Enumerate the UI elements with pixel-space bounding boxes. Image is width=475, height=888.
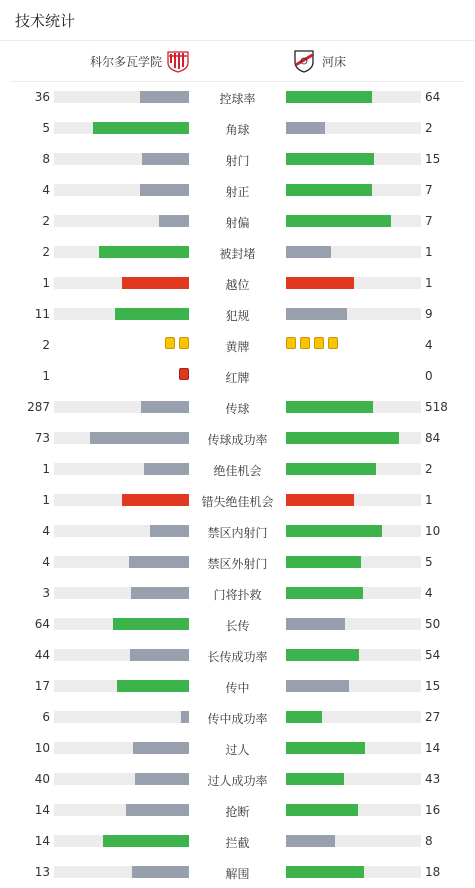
home-value: 1	[42, 462, 50, 476]
home-bar-fill	[117, 680, 189, 692]
home-bar-track	[54, 556, 189, 568]
stat-label: 黄牌	[225, 340, 250, 354]
home-bar-track	[54, 401, 189, 413]
home-bar-fill	[142, 153, 189, 165]
stat-row	[0, 236, 475, 267]
stat-row	[0, 453, 475, 484]
home-yellow-cards	[165, 337, 189, 351]
home-value: 44	[34, 648, 50, 662]
home-bar-track	[54, 525, 189, 537]
home-bar-track	[54, 215, 189, 227]
home-value: 73	[34, 431, 50, 445]
home-bar-fill	[103, 835, 189, 847]
home-value: 5	[42, 121, 50, 135]
home-bar-track	[54, 122, 189, 134]
stat-label: 过人成功率	[207, 774, 268, 788]
stat-row	[0, 546, 475, 577]
away-bar-fill	[286, 618, 345, 630]
stat-label: 被封堵	[219, 247, 256, 261]
away-value: 1	[425, 245, 433, 259]
away-bar-fill	[286, 556, 361, 568]
away-bar-track	[286, 525, 421, 537]
away-value: 54	[425, 648, 441, 662]
away-value: 64	[425, 90, 441, 104]
away-value: 50	[425, 617, 441, 631]
stat-label: 射门	[225, 154, 250, 168]
stat-row	[0, 81, 475, 112]
home-bar-track	[54, 773, 189, 785]
stat-row	[0, 670, 475, 701]
home-value: 36	[34, 90, 50, 104]
home-team-crest-icon	[166, 49, 190, 73]
section-header	[0, 0, 475, 41]
home-bar-track	[54, 680, 189, 692]
home-value: 6	[42, 710, 50, 724]
home-bar-fill	[131, 587, 189, 599]
stat-label: 越位	[225, 278, 250, 292]
stat-label: 门将扑救	[213, 588, 262, 602]
stat-row	[0, 484, 475, 515]
away-bar-fill	[286, 401, 373, 413]
away-value: 7	[425, 183, 433, 197]
home-bar-track	[54, 246, 189, 258]
away-bar-fill	[286, 711, 322, 723]
away-yellow-cards	[286, 337, 338, 351]
away-bar-track	[286, 184, 421, 196]
away-bar-track	[286, 649, 421, 661]
home-bar-fill	[93, 122, 189, 134]
stat-label: 传中成功率	[207, 712, 268, 726]
yellow-card-icon	[165, 337, 175, 349]
stat-row	[0, 639, 475, 670]
home-value: 64	[34, 617, 50, 631]
away-value: 15	[425, 152, 441, 166]
home-value: 11	[34, 307, 50, 321]
home-bar-fill	[135, 773, 189, 785]
away-bar-track	[286, 215, 421, 227]
home-value: 1	[42, 276, 50, 290]
away-value: 5	[425, 555, 433, 569]
away-value: 18	[425, 865, 441, 879]
away-bar-fill	[286, 184, 372, 196]
stat-label: 角球	[225, 123, 250, 137]
home-value: 8	[42, 152, 50, 166]
away-value: 84	[425, 431, 441, 445]
home-bar-track	[54, 184, 189, 196]
away-bar-fill	[286, 463, 376, 475]
stat-label: 长传	[225, 619, 250, 633]
away-bar-track	[286, 804, 421, 816]
home-bar-track	[54, 804, 189, 816]
stats-list	[0, 81, 475, 887]
stat-row	[0, 143, 475, 174]
home-bar-fill	[132, 866, 189, 878]
away-bar-track	[286, 866, 421, 878]
stat-row	[0, 608, 475, 639]
home-bar-fill	[133, 742, 189, 754]
away-bar-fill	[286, 246, 331, 258]
stat-row	[0, 205, 475, 236]
stat-label: 控球率	[219, 92, 256, 106]
away-bar-fill	[286, 494, 354, 506]
stat-row	[0, 422, 475, 453]
away-bar-fill	[286, 649, 359, 661]
away-team-crest-icon	[292, 49, 316, 73]
away-value: 4	[425, 586, 433, 600]
home-value: 14	[34, 803, 50, 817]
home-value: 2	[42, 214, 50, 228]
away-bar-fill	[286, 277, 354, 289]
away-value: 10	[425, 524, 441, 538]
home-value: 4	[42, 524, 50, 538]
yellow-card-icon	[328, 337, 338, 349]
stat-label: 禁区外射门	[207, 557, 268, 571]
away-bar-track	[286, 618, 421, 630]
yellow-card-icon	[300, 337, 310, 349]
away-bar-fill	[286, 866, 364, 878]
away-value: 1	[425, 276, 433, 290]
home-bar-fill	[141, 401, 189, 413]
home-bar-fill	[122, 277, 190, 289]
stat-row	[0, 360, 475, 391]
away-value: 7	[425, 214, 433, 228]
stat-label: 射偏	[225, 216, 250, 230]
away-bar-track	[286, 556, 421, 568]
away-value: 27	[425, 710, 441, 724]
home-bar-track	[54, 618, 189, 630]
home-bar-fill	[181, 711, 189, 723]
away-bar-track	[286, 680, 421, 692]
away-bar-track	[286, 742, 421, 754]
stat-label: 射正	[225, 185, 250, 199]
home-bar-track	[54, 866, 189, 878]
away-bar-track	[286, 587, 421, 599]
home-bar-track	[54, 711, 189, 723]
home-value: 13	[34, 865, 50, 879]
home-bar-fill	[99, 246, 189, 258]
yellow-card-icon	[179, 337, 189, 349]
stat-row	[0, 329, 475, 360]
home-bar-track	[54, 587, 189, 599]
away-bar-fill	[286, 153, 374, 165]
away-bar-fill	[286, 742, 365, 754]
away-value: 1	[425, 493, 433, 507]
away-bar-fill	[286, 680, 349, 692]
away-bar-fill	[286, 308, 347, 320]
home-bar-fill	[90, 432, 189, 444]
home-bar-fill	[122, 494, 190, 506]
away-bar-fill	[286, 122, 325, 134]
stat-row	[0, 112, 475, 143]
away-bar-track	[286, 122, 421, 134]
away-bar-fill	[286, 804, 358, 816]
home-bar-fill	[126, 804, 189, 816]
home-bar-fill	[159, 215, 189, 227]
stat-label: 传球成功率	[207, 433, 268, 447]
home-bar-fill	[150, 525, 189, 537]
home-value: 1	[42, 369, 50, 383]
stat-label: 红牌	[225, 371, 250, 385]
stat-row	[0, 515, 475, 546]
stat-label: 抢断	[225, 805, 250, 819]
home-bar-fill	[115, 308, 189, 320]
home-bar-track	[54, 742, 189, 754]
away-bar-fill	[286, 215, 391, 227]
home-bar-fill	[140, 91, 189, 103]
away-value: 43	[425, 772, 441, 786]
away-value: 518	[425, 400, 448, 414]
home-value: 2	[42, 338, 50, 352]
stat-row	[0, 298, 475, 329]
away-value: 8	[425, 834, 433, 848]
stat-label: 禁区内射门	[207, 526, 268, 540]
stat-label: 长传成功率	[207, 650, 268, 664]
away-bar-track	[286, 246, 421, 258]
home-team-name: 科尔多瓦学院	[89, 54, 162, 69]
home-bar-fill	[130, 649, 189, 661]
away-bar-track	[286, 494, 421, 506]
home-bar-track	[54, 494, 189, 506]
stat-label: 犯规	[225, 309, 250, 323]
home-value: 4	[42, 183, 50, 197]
away-value: 2	[425, 462, 433, 476]
away-value: 15	[425, 679, 441, 693]
away-value: 0	[425, 369, 433, 383]
home-value: 287	[27, 400, 50, 414]
home-bar-fill	[144, 463, 189, 475]
away-team-name: 河床	[322, 54, 347, 69]
stat-row	[0, 732, 475, 763]
away-bar-fill	[286, 91, 372, 103]
away-bar-track	[286, 711, 421, 723]
teams-row	[10, 41, 465, 82]
away-value: 4	[425, 338, 433, 352]
stat-row	[0, 794, 475, 825]
away-bar-track	[286, 91, 421, 103]
home-bar-track	[54, 153, 189, 165]
yellow-card-icon	[314, 337, 324, 349]
home-bar-track	[54, 835, 189, 847]
stat-label: 过人	[225, 743, 250, 757]
away-bar-track	[286, 401, 421, 413]
home-value: 40	[34, 772, 50, 786]
home-bar-track	[54, 277, 189, 289]
away-bar-track	[286, 308, 421, 320]
home-bar-track	[54, 649, 189, 661]
away-value: 16	[425, 803, 441, 817]
stat-row	[0, 267, 475, 298]
home-value: 4	[42, 555, 50, 569]
home-bar-fill	[140, 184, 189, 196]
away-bar-track	[286, 153, 421, 165]
stat-label: 传球	[225, 402, 250, 416]
away-bar-track	[286, 432, 421, 444]
stat-label: 错失绝佳机会	[201, 495, 274, 509]
stat-row	[0, 856, 475, 887]
home-team[interactable]	[90, 41, 190, 81]
stat-row	[0, 763, 475, 794]
stat-row	[0, 577, 475, 608]
away-bar-track	[286, 835, 421, 847]
section-title: 技术统计	[15, 11, 76, 30]
home-value: 17	[34, 679, 50, 693]
yellow-card-icon	[286, 337, 296, 349]
home-bar-track	[54, 432, 189, 444]
home-bar-track	[54, 91, 189, 103]
away-value: 9	[425, 307, 433, 321]
away-bar-fill	[286, 835, 335, 847]
away-bar-track	[286, 277, 421, 289]
stat-label: 传中	[225, 681, 250, 695]
away-bar-fill	[286, 773, 344, 785]
away-bar-fill	[286, 432, 399, 444]
stat-label: 拦截	[225, 836, 250, 850]
away-value: 2	[425, 121, 433, 135]
home-bar-track	[54, 308, 189, 320]
stat-row	[0, 701, 475, 732]
red-card-icon	[179, 368, 189, 380]
home-value: 3	[42, 586, 50, 600]
away-bar-fill	[286, 587, 363, 599]
away-value: 14	[425, 741, 441, 755]
home-value: 10	[34, 741, 50, 755]
away-team[interactable]	[292, 41, 346, 81]
away-bar-track	[286, 773, 421, 785]
stat-row	[0, 391, 475, 422]
away-bar-fill	[286, 525, 382, 537]
stat-label: 绝佳机会	[213, 464, 262, 478]
stat-row	[0, 825, 475, 856]
home-bar-fill	[113, 618, 189, 630]
home-bar-track	[54, 463, 189, 475]
stat-label: 解围	[225, 867, 250, 881]
home-value: 2	[42, 245, 50, 259]
stat-row	[0, 174, 475, 205]
home-value: 1	[42, 493, 50, 507]
home-value: 14	[34, 834, 50, 848]
home-bar-fill	[129, 556, 189, 568]
home-red-cards	[179, 368, 189, 382]
away-bar-track	[286, 463, 421, 475]
